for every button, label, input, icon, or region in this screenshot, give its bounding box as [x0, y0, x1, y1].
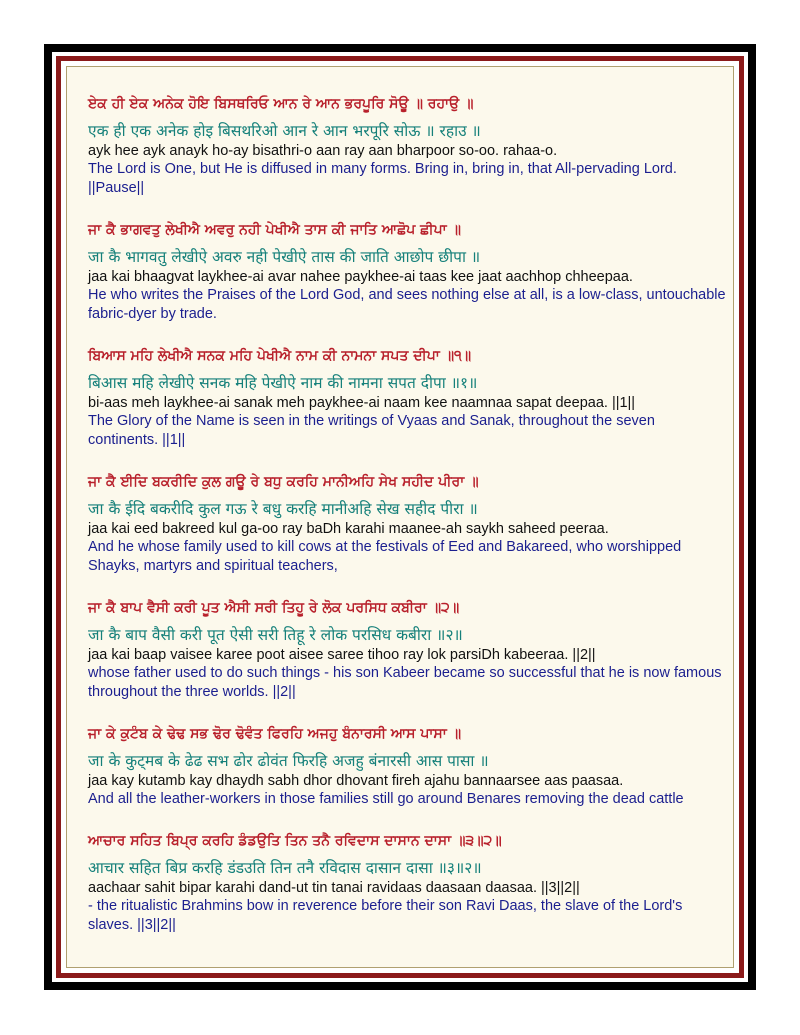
- gurmukhi-line: ਏਕ ਹੀ ਏਕ ਅਨੇਕ ਹੋਇ ਬਿਸਥਰਿਓ ਆਨ ਰੇ ਆਨ ਭਰਪੂਰਿ ਸੋਊ ॥ ਰਹਾਉ ॥: [88, 96, 474, 112]
- verse-block-7: [88, 831, 728, 935]
- devanagari-line: एक ही एक अनेक होइ बिसथरिओ आन रे आन भरपूरि सोऊ ॥ रहाउ ॥: [88, 122, 481, 140]
- verse-list: [88, 94, 728, 957]
- verse-block-5: [88, 598, 728, 702]
- devanagari-line: जा कै भागवतु लेखीऐ अवरु नही पेखीऐ तास की जाति आछोप छीपा ॥: [88, 248, 481, 266]
- verse-block-3: [88, 346, 728, 450]
- transliteration-line: ayk hee ayk anayk ho-ay bisathri-o aan ray aan bharpoor so-oo. rahaa-o.: [88, 143, 558, 159]
- devanagari-line: जा के कुट्मब के ढेढ सभ ढोर ढोवंत फिरहि अजहु बंनारसी आस पासा ॥: [88, 752, 489, 770]
- translation-text: The Glory of the Name is seen in the writings of Vyaas and Sanak, throughout the seven continents. ||1||: [88, 413, 655, 448]
- gurmukhi-line: ਜਾ ਕੈ ਭਾਗਵਤੁ ਲੇਖੀਐ ਅਵਰੁ ਨਹੀ ਪੇਖੀਐ ਤਾਸ ਕੀ ਜਾਤਿ ਆਛੋਪ ਛੀਪਾ ॥: [88, 222, 461, 238]
- gurmukhi-line: ਜਾ ਕੇ ਕੁਟੰਬ ਕੇ ਢੇਢ ਸਭ ਢੋਰ ਢੋਵੰਤ ਫਿਰਹਿ ਅਜਹੁ ਬੰਨਾਰਸੀ ਆਸ ਪਾਸਾ ॥: [88, 726, 462, 742]
- transliteration-line: bi-aas meh laykhee-ai sanak meh paykhee-ai naam kee naamnaa sapat deepaa. ||1||: [88, 395, 636, 411]
- devanagari-line: आचार सहित बिप्र करहि डंडउति तिन तनै रविदास दासान दासा ॥३॥२॥: [88, 859, 482, 877]
- verse-block-4: [88, 472, 728, 576]
- verse-block-6: [88, 724, 728, 809]
- transliteration-line: jaa kai bhaagvat laykhee-ai avar nahee paykhee-ai taas kee jaat aachhop chheepaa.: [88, 269, 633, 285]
- transliteration-line: jaa kai baap vaisee karee poot aisee saree tihoo ray lok parsiDh kabeeraa. ||2||: [88, 647, 596, 663]
- devanagari-line: जा कै बाप वैसी करी पूत ऐसी सरी तिहू रे लोक परसिध कबीरा ॥२॥: [88, 626, 463, 644]
- devanagari-line: बिआस महि लेखीऐ सनक महि पेखीऐ नाम की नामना सपत दीपा ॥१॥: [88, 374, 478, 392]
- transliteration-line: jaa kay kutamb kay dhaydh sabh dhor dhovant fireh ajahu bannaarsee aas paasaa.: [88, 773, 624, 789]
- gurmukhi-line: ਜਾ ਕੈ ਬਾਪ ਵੈਸੀ ਕਰੀ ਪੂਤ ਐਸੀ ਸਰੀ ਤਿਹੂ ਰੇ ਲੋਕ ਪਰਸਿਧ ਕਬੀਰਾ ॥੨॥: [88, 600, 460, 616]
- gurmukhi-line: ਆਚਾਰ ਸਹਿਤ ਬਿਪ੍ਰ ਕਰਹਿ ਡੰਡਉਤਿ ਤਿਨ ਤਨੈ ਰਵਿਦਾਸ ਦਾਸਾਨ ਦਾਸਾ ॥੩॥੨॥: [88, 833, 502, 849]
- gurmukhi-line: ਜਾ ਕੈ ਈਦਿ ਬਕਰੀਦਿ ਕੁਲ ਗਊ ਰੇ ਬਧੁ ਕਰਹਿ ਮਾਨੀਅਹਿ ਸੇਖ ਸਹੀਦ ਪੀਰਾ ॥: [88, 474, 479, 490]
- transliteration-line: jaa kai eed bakreed kul ga-oo ray baDh karahi maanee-ah saykh saheed peeraa.: [88, 521, 609, 537]
- gurmukhi-line: ਬਿਆਸ ਮਹਿ ਲੇਖੀਐ ਸਨਕ ਮਹਿ ਪੇਖੀਐ ਨਾਮ ਕੀ ਨਾਮਨਾ ਸਪਤ ਦੀਪਾ ॥੧॥: [88, 348, 472, 364]
- verse-block-2: [88, 220, 728, 324]
- translation-text: The Lord is One, but He is diffused in many forms. Bring in, bring in, that All-pervading Lord. ||Pause||: [88, 161, 677, 196]
- transliteration-line: aachaar sahit bipar karahi dand-ut tin tanai ravidaas daasaan daasaa. ||3||2||: [88, 880, 580, 896]
- translation-text: - the ritualistic Brahmins bow in reverence before their son Ravi Daas, the slave of the Lord's slaves. ||3||2||: [88, 898, 683, 933]
- translation-text: whose father used to do such things - his son Kabeer became so successful that he is now famous throughout the three worlds. ||2||: [88, 665, 722, 700]
- verse-block-1: [88, 94, 728, 198]
- translation-text: And he whose family used to kill cows at the festivals of Eed and Bakareed, who worshipped Shayks, martyrs and spiritual teachers,: [88, 539, 682, 574]
- translation-text: He who writes the Praises of the Lord God, and sees nothing else at all, is a low-class, untouchable fabric-dyer by trade.: [88, 287, 726, 322]
- devanagari-line: जा कै ईदि बकरीदि कुल गऊ रे बधु करहि मानीअहि सेख सहीद पीरा ॥: [88, 500, 478, 518]
- translation-text: And all the leather-workers in those families still go around Benares removing the dead cattle: [88, 791, 684, 807]
